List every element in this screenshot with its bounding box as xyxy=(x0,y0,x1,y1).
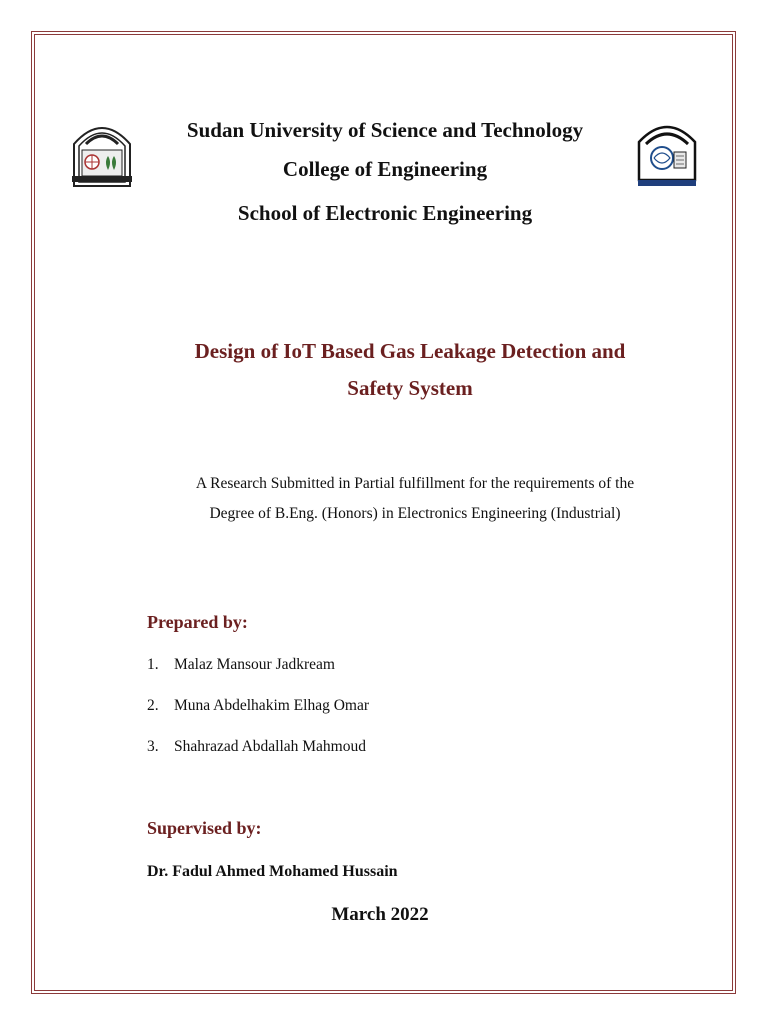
college-name: College of Engineering xyxy=(282,157,488,181)
author-name: Malaz Mansour Jadkream xyxy=(174,656,335,673)
school-name: School of Electronic Engineering xyxy=(237,201,533,225)
author-number: 2. xyxy=(147,697,159,714)
author-number: 3. xyxy=(147,738,159,755)
author-name: Muna Abdelhakim Elhag Omar xyxy=(174,697,369,714)
author-item xyxy=(147,697,369,738)
author-list xyxy=(147,656,369,779)
author-name: Shahrazad Abdallah Mahmoud xyxy=(174,738,366,755)
author-item xyxy=(147,738,369,779)
submission-date: March 2022 xyxy=(331,904,429,925)
author-item xyxy=(147,656,369,697)
thesis-title-line-1: Design of IoT Based Gas Leakage Detection and xyxy=(194,339,626,363)
university-crest-icon xyxy=(66,118,138,188)
author-number: 1. xyxy=(147,656,159,673)
description-line-2: Degree of B.Eng. (Honors) in Electronics Engineering (Industrial) xyxy=(209,505,621,522)
description-line-1: A Research Submitted in Partial fulfillment for the requirements of the xyxy=(195,475,635,492)
college-crest-icon xyxy=(632,118,702,188)
university-name: Sudan University of Science and Technology xyxy=(186,118,584,142)
supervised-by-heading: Supervised by: xyxy=(147,818,262,838)
supervisor-name: Dr. Fadul Ahmed Mohamed Hussain xyxy=(147,863,398,880)
thesis-title xyxy=(120,333,700,407)
thesis-description xyxy=(110,469,720,529)
thesis-title-line-2: Safety System xyxy=(347,376,473,400)
prepared-by-heading: Prepared by: xyxy=(147,612,248,632)
